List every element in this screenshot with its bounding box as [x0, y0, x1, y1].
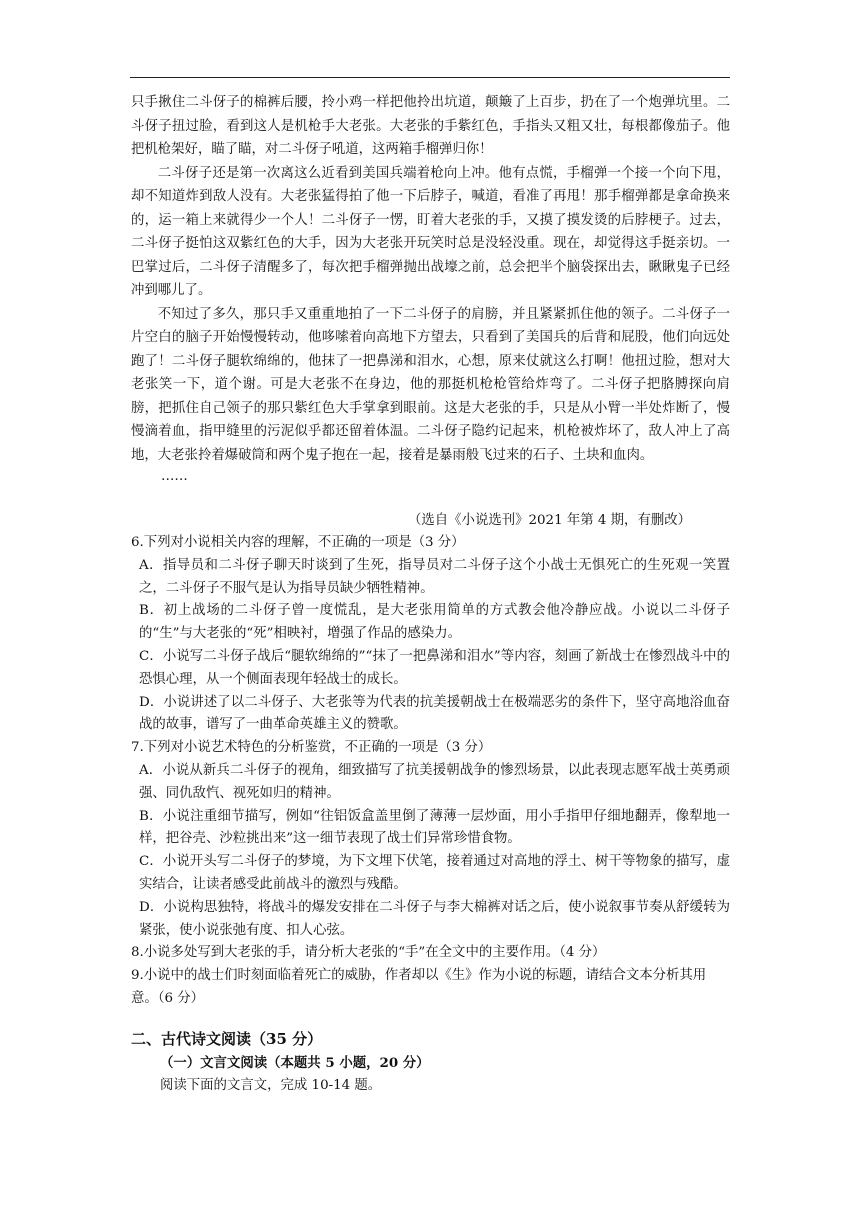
question-6-option-b: B．初上战场的二斗伢子曾一度慌乱，是大老张用简单的方式教会他冷静应战。小说以二斗伢子的“生”与大老张的“死”相映衬，增强了作品的感染力。 [139, 603, 730, 642]
question-7-option-d: D．小说构思独特，将战斗的爆发安排在二斗伢子与李大棉裤对话之后，使小说叙事节奏从舒缓转为紧张，使小说张弛有度、扣人心弦。 [139, 899, 730, 938]
section-subtitle: （一）文言文阅读（本题共 5 小题，20 分） [160, 1055, 430, 1071]
header-rule [130, 77, 730, 78]
question-7-option-c: C．小说开头写二斗伢子的梦境，为下文埋下伏笔，接着通过对高地的浮土、树干等物象的描写，虚实结合，让读者感受此前战斗的激烈与残酷。 [139, 854, 730, 892]
question-6-option-c: C．小说写二斗伢子战后“腿软绵绵的”“抹了一把鼻涕和泪水”等内容，刻画了新战士在惨烈战斗中的恐惧心理，从一个侧面表现年轻战士的成长。 [139, 648, 730, 687]
story-paragraph: 不知过了多久，那只手又重重地拍了一下二斗伢子的肩膀，并且紧紧抓住他的领子。二斗伢子一片空白的脑子开始慢慢转动，他哆嗦着向高地下方望去，只看到了美国兵的后背和屁股，他们向远处跑了！二斗伢子腿软绵绵的，他抹了一把鼻涕和泪水，心想，原来仗就这么打啊！他扭过脸，想对大老张笑一下，道个谢。可是大老张不在身边，他的那挺机枪枪管给炸弯了。二斗伢子把胳膊探向肩膀，把抓住自己领子的那只紫红色大手掌拿到眼前。这是大老张的手，只是从小臂一半处炸断了，慢慢滴着血，指甲缝里的污泥似乎都还留着体温。二斗伢子隐约记起来，机枪被炸坏了，敌人冲上了高地，大老张拎着爆破筒和两个鬼子抱在一起，接着是暴雨般飞过来的石子、土块和血肉。 [131, 306, 730, 463]
source-citation: （选自《小说选刊》2021 年第 4 期，有删改） [408, 513, 692, 528]
section-title: 二、古代诗文阅读（35 分） [131, 1030, 323, 1048]
question-7-stem: 7.下列对小说艺术特色的分析鉴赏，不正确的一项是（3 分） [131, 740, 492, 756]
question-6-stem: 6.下列对小说相关内容的理解，不正确的一项是（3 分） [131, 535, 465, 550]
story-ellipsis: …… [161, 469, 188, 484]
question-9-stem: 9.小说中的战士们时刻面临着死亡的威胁，作者却以《生》作为小说的标题，请结合文本分析其用意。（6 分） [131, 968, 707, 1006]
question-8-stem: 8.小说多处写到大老张的手，请分析大老张的“手”在全文中的主要作用。（4 分） [131, 945, 606, 961]
story-paragraph: 二斗伢子还是第一次离这么近看到美国兵端着枪向上冲。他有点慌，手榴弹一个接一个向下甩，却不知道炸到敌人没有。大老张猛得拍了他一下后脖子，喊道，看准了再甩！那手榴弹都是拿命换来的，运一箱上来就得少一个人！二斗伢子一愣，盯着大老张的手，又摸了摸发烫的后脖梗子。过去，二斗伢子挺怕这双紫红色的大手，因为大老张开玩笑时总是没轻没重。现在，却觉得这手挺亲切。一巴掌过后，二斗伢子清醒多了，每次把手榴弹抛出战壕之前，总会把半个脑袋探出去，瞅瞅鬼子已经冲到哪儿了。 [131, 165, 730, 298]
question-7-option-b: B．小说注重细节描写，例如“往铝饭盒盖里倒了薄薄一层炒面，用小手指甲仔细地翻弄，像犁地一样，把谷壳、沙粒挑出来”这一细节表现了战士们异常珍惜食物。 [139, 808, 730, 847]
story-paragraph: 只手揪住二斗伢子的棉裤后腰，拎小鸡一样把他拎出坑道，颠簸了上百步，扔在了一个炮弹坑里。二斗伢子扭过脸，看到这人是机枪手大老张。大老张的手紫红色，手指头又粗又壮，每根都像茄子。他把机枪架好，瞄了瞄，对二斗伢子吼道，这两箱手榴弹归你！ [131, 95, 730, 157]
section-instruction: 阅读下面的文言文，完成 10-14 题。 [160, 1078, 382, 1093]
question-7-option-a: A．小说从新兵二斗伢子的视角，细致描写了抗美援朝战争的惨烈场景，以此表现志愿军战士英勇顽强、同仇敌忾、视死如归的精神。 [139, 762, 730, 801]
story-text [131, 91, 730, 487]
question-6-option-d: D．小说讲述了以二斗伢子、大老张等为代表的抗美援朝战士在极端恶劣的条件下，坚守高地浴血奋战的故事，谱写了一曲革命英雄主义的赞歌。 [139, 694, 730, 733]
question-list [131, 532, 730, 1011]
question-6-option-a: A．指导员和二斗伢子聊天时谈到了生死，指导员对二斗伢子这个小战士无惧死亡的生死观一笑置之，二斗伢子不服气是认为指导员缺少牺牲精神。 [139, 557, 730, 596]
